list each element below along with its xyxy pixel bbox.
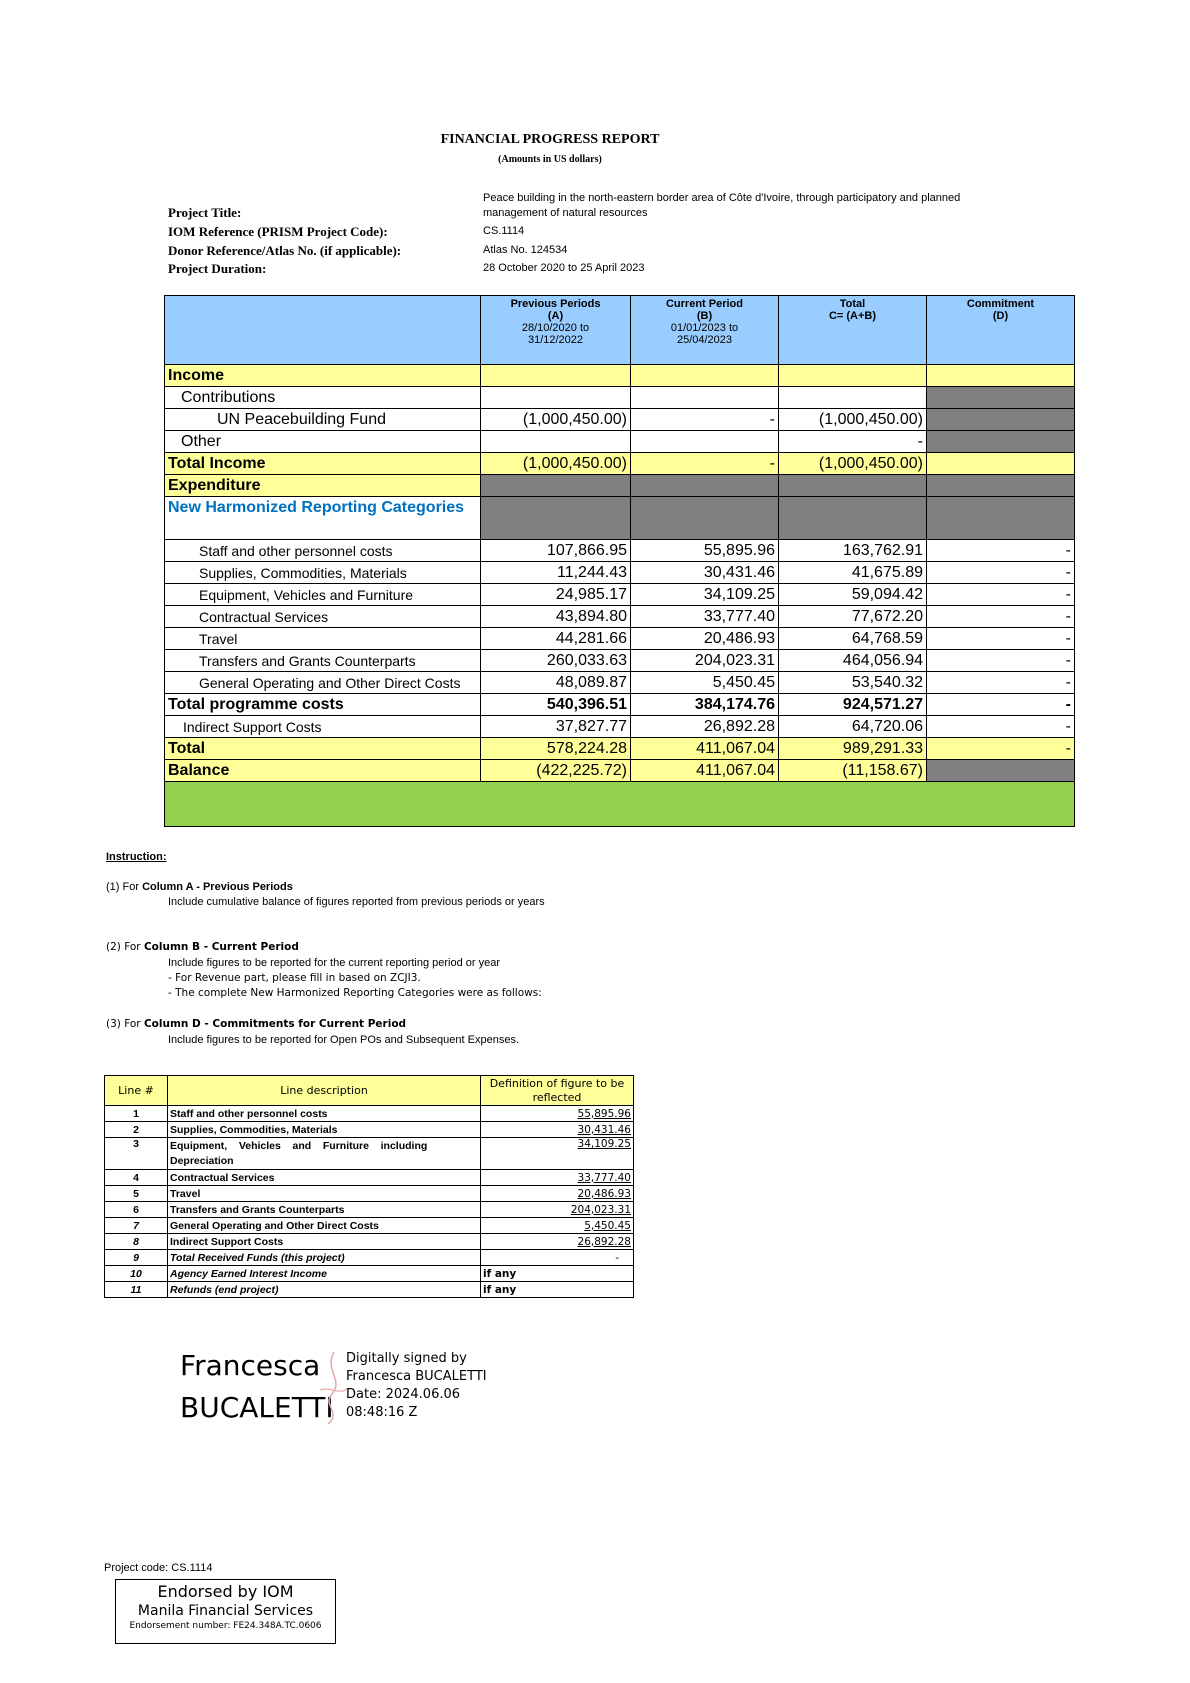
expense-c: 59,094.42 [779,584,927,606]
project-title-value-2: management of natural resources [483,207,648,219]
expense-c: 53,540.32 [779,672,927,694]
categories-label: New Harmonized Reporting Categories [165,497,481,540]
line-definition-header: Definition of figure to be reflected [481,1076,634,1106]
other-c: - [779,431,927,453]
line-number: 4 [105,1170,168,1186]
total-a: 578,224.28 [481,738,631,760]
line-value: - [481,1250,634,1266]
expense-b: 20,486.93 [631,628,779,650]
expense-c: 464,056.94 [779,650,927,672]
line-description: Contractual Services [168,1170,481,1186]
total-programme-row [165,694,1075,716]
total-programme-c: 924,571.27 [779,694,927,716]
line-description: Refunds (end project) [168,1282,481,1298]
total-programme-d: - [927,694,1075,716]
table-row [105,1122,634,1138]
indirect-c: 64,720.06 [779,716,927,738]
total-income-a: (1,000,450.00) [481,453,631,475]
project-title-label: Project Title: [168,205,242,220]
instruction-2-text2: - For Revenue part, please fill in based on ZCJI3. [168,972,421,984]
total-income-row [165,453,1075,475]
duration-label: Project Duration: [168,261,267,276]
table-row [105,1202,634,1218]
table-row [105,1282,634,1298]
expense-row [165,562,1075,584]
unpbf-a: (1,000,450.00) [481,409,631,431]
contributions-label: Contributions [165,387,481,409]
header-blank [165,296,481,365]
line-description: Indirect Support Costs [168,1234,481,1250]
total-income-c: (1,000,450.00) [779,453,927,475]
table-row [105,1170,634,1186]
line-description: Agency Earned Interest Income [168,1266,481,1282]
line-description: General Operating and Other Direct Costs [168,1218,481,1234]
line-number: 11 [105,1282,168,1298]
stamp-line-3: Endorsement number: FE24.348A.TC.0606 [129,1621,322,1631]
balance-a: (422,225.72) [481,760,631,782]
expense-label: Transfers and Grants Counterparts [165,650,481,672]
expense-label: General Operating and Other Direct Costs [165,672,481,694]
line-number: 7 [105,1218,168,1234]
line-value: 204,023.31 [481,1202,634,1218]
expense-row [165,628,1075,650]
report-subtitle: (Amounts in US dollars) [498,154,602,165]
expense-label: Travel [165,628,481,650]
instruction-2-text1: Include figures to be reported for the current reporting period or year [168,957,501,969]
line-value: 55,895.96 [481,1106,634,1122]
table-row [105,1234,634,1250]
line-value: 5,450.45 [481,1218,634,1234]
balance-c: (11,158.67) [779,760,927,782]
line-number: 2 [105,1122,168,1138]
line-value: if any [481,1282,634,1298]
project-title-value-1: Peace building in the north-eastern border area of Côte d'Ivoire, through participatory and planned [483,192,961,204]
line-number-header: Line # [105,1076,168,1106]
total-label: Total [165,738,481,760]
instruction-1-text: Include cumulative balance of figures reported from previous periods or years [168,896,545,908]
expense-c: 163,762.91 [779,540,927,562]
unpbf-b: - [631,409,779,431]
unpbf-label: UN Peacebuilding Fund [165,409,481,431]
instruction-3-text: Include figures to be reported for Open POs and Subsequent Expenses. [168,1034,520,1046]
expense-b: 30,431.46 [631,562,779,584]
expense-d: - [927,584,1075,606]
expense-a: 24,985.17 [481,584,631,606]
line-value: 20,486.93 [481,1186,634,1202]
stamp-line-2: Manila Financial Services [137,1603,314,1619]
line-value: 30,431.46 [481,1122,634,1138]
line-description: Supplies, Commodities, Materials [168,1122,481,1138]
financial-table [164,295,1075,827]
expense-row [165,584,1075,606]
line-description: Staff and other personnel costs [168,1106,481,1122]
line-number: 8 [105,1234,168,1250]
line-description: Transfers and Grants Counterparts [168,1202,481,1218]
expense-row [165,672,1075,694]
balance-b: 411,067.04 [631,760,779,782]
total-programme-label: Total programme costs [165,694,481,716]
expense-label: Supplies, Commodities, Materials [165,562,481,584]
green-footer-row [165,782,1075,827]
table-row [105,1266,634,1282]
unpbf-row [165,409,1075,431]
expense-c: 41,675.89 [779,562,927,584]
expense-c: 77,672.20 [779,606,927,628]
duration-value: 28 October 2020 to 25 April 2023 [483,262,645,274]
instruction-heading: Instruction: [106,851,167,863]
expense-d: - [927,628,1075,650]
report-title: FINANCIAL PROGRESS REPORT [440,132,660,147]
expense-d: - [927,606,1075,628]
table-row [105,1106,634,1122]
expense-a: 44,281.66 [481,628,631,650]
balance-row [165,760,1075,782]
line-value: 26,892.28 [481,1234,634,1250]
expense-label: Staff and other personnel costs [165,540,481,562]
line-value: 33,777.40 [481,1170,634,1186]
line-table-header [105,1076,634,1106]
expense-a: 48,089.87 [481,672,631,694]
line-definition-table [104,1075,634,1298]
unpbf-c: (1,000,450.00) [779,409,927,431]
indirect-row [165,716,1075,738]
header-commitment: Commitment (D) [927,296,1075,365]
total-b: 411,067.04 [631,738,779,760]
total-income-b: - [631,453,779,475]
instruction-3: (3) For Column D - Commitments for Current Period [106,1018,407,1030]
expense-row [165,540,1075,562]
line-description: Equipment, Vehicles and Furniture including Depreciation [168,1138,481,1170]
income-row [165,365,1075,387]
line-number: 3 [105,1138,168,1170]
stamp-line-1: Endorsed by IOM [157,1582,294,1601]
header-previous: Previous Periods (A) 28/10/2020 to 31/12/2022 [481,296,631,365]
iom-ref-label: IOM Reference (PRISM Project Code): [168,224,388,239]
indirect-b: 26,892.28 [631,716,779,738]
expense-label: Equipment, Vehicles and Furniture [165,584,481,606]
total-row [165,738,1075,760]
expenditure-row [165,475,1075,497]
donor-ref-value: Atlas No. 124534 [483,244,568,256]
other-row [165,431,1075,453]
total-c: 989,291.33 [779,738,927,760]
expense-row [165,606,1075,628]
line-number: 5 [105,1186,168,1202]
expense-b: 204,023.31 [631,650,779,672]
header-row [165,296,1075,365]
line-number: 10 [105,1266,168,1282]
expense-d: - [927,650,1075,672]
indirect-d: - [927,716,1075,738]
instruction-1: (1) For Column A - Previous Periods [106,881,293,893]
table-row [105,1250,634,1266]
expense-row [165,650,1075,672]
iom-ref-value: CS.1114 [483,225,525,237]
endorsement-stamp [115,1579,336,1644]
indirect-label: Indirect Support Costs [165,716,481,738]
expense-b: 33,777.40 [631,606,779,628]
line-description-header: Line description [168,1076,481,1106]
header-total: Total C= (A+B) [779,296,927,365]
footer-project-code: Project code: CS.1114 [104,1562,213,1574]
instruction-2-text3: - The complete New Harmonized Reporting Categories were as follows: [168,987,542,999]
expense-a: 260,033.63 [481,650,631,672]
expense-a: 11,244.43 [481,562,631,584]
total-income-label: Total Income [165,453,481,475]
expenditure-label: Expenditure [165,475,481,497]
line-value: 34,109.25 [481,1138,634,1170]
table-row [105,1138,634,1170]
line-value: if any [481,1266,634,1282]
line-number: 1 [105,1106,168,1122]
expense-c: 64,768.59 [779,628,927,650]
expense-d: - [927,672,1075,694]
expense-a: 43,894.80 [481,606,631,628]
table-row [105,1218,634,1234]
balance-label: Balance [165,760,481,782]
line-number: 6 [105,1202,168,1218]
expense-d: - [927,562,1075,584]
donor-ref-label: Donor Reference/Atlas No. (if applicable): [168,243,402,258]
expense-label: Contractual Services [165,606,481,628]
header-current: Current Period (B) 01/01/2023 to 25/04/2023 [631,296,779,365]
expense-a: 107,866.95 [481,540,631,562]
categories-row [165,497,1075,540]
signature-name: Francesca BUCALETTI [180,1349,334,1424]
line-number: 9 [105,1250,168,1266]
instruction-2: (2) For Column B - Current Period [106,941,299,953]
line-description: Travel [168,1186,481,1202]
total-programme-a: 540,396.51 [481,694,631,716]
contributions-row [165,387,1075,409]
other-label: Other [165,431,481,453]
income-label: Income [165,365,481,387]
indirect-a: 37,827.77 [481,716,631,738]
total-programme-b: 384,174.76 [631,694,779,716]
line-description: Total Received Funds (this project) [168,1250,481,1266]
expense-b: 34,109.25 [631,584,779,606]
table-row [105,1186,634,1202]
total-d: - [927,738,1075,760]
expense-b: 55,895.96 [631,540,779,562]
expense-d: - [927,540,1075,562]
expense-b: 5,450.45 [631,672,779,694]
signature-info: Digitally signed by Francesca BUCALETTI Date: 2024.06.06 08:48:16 Z [346,1351,487,1420]
